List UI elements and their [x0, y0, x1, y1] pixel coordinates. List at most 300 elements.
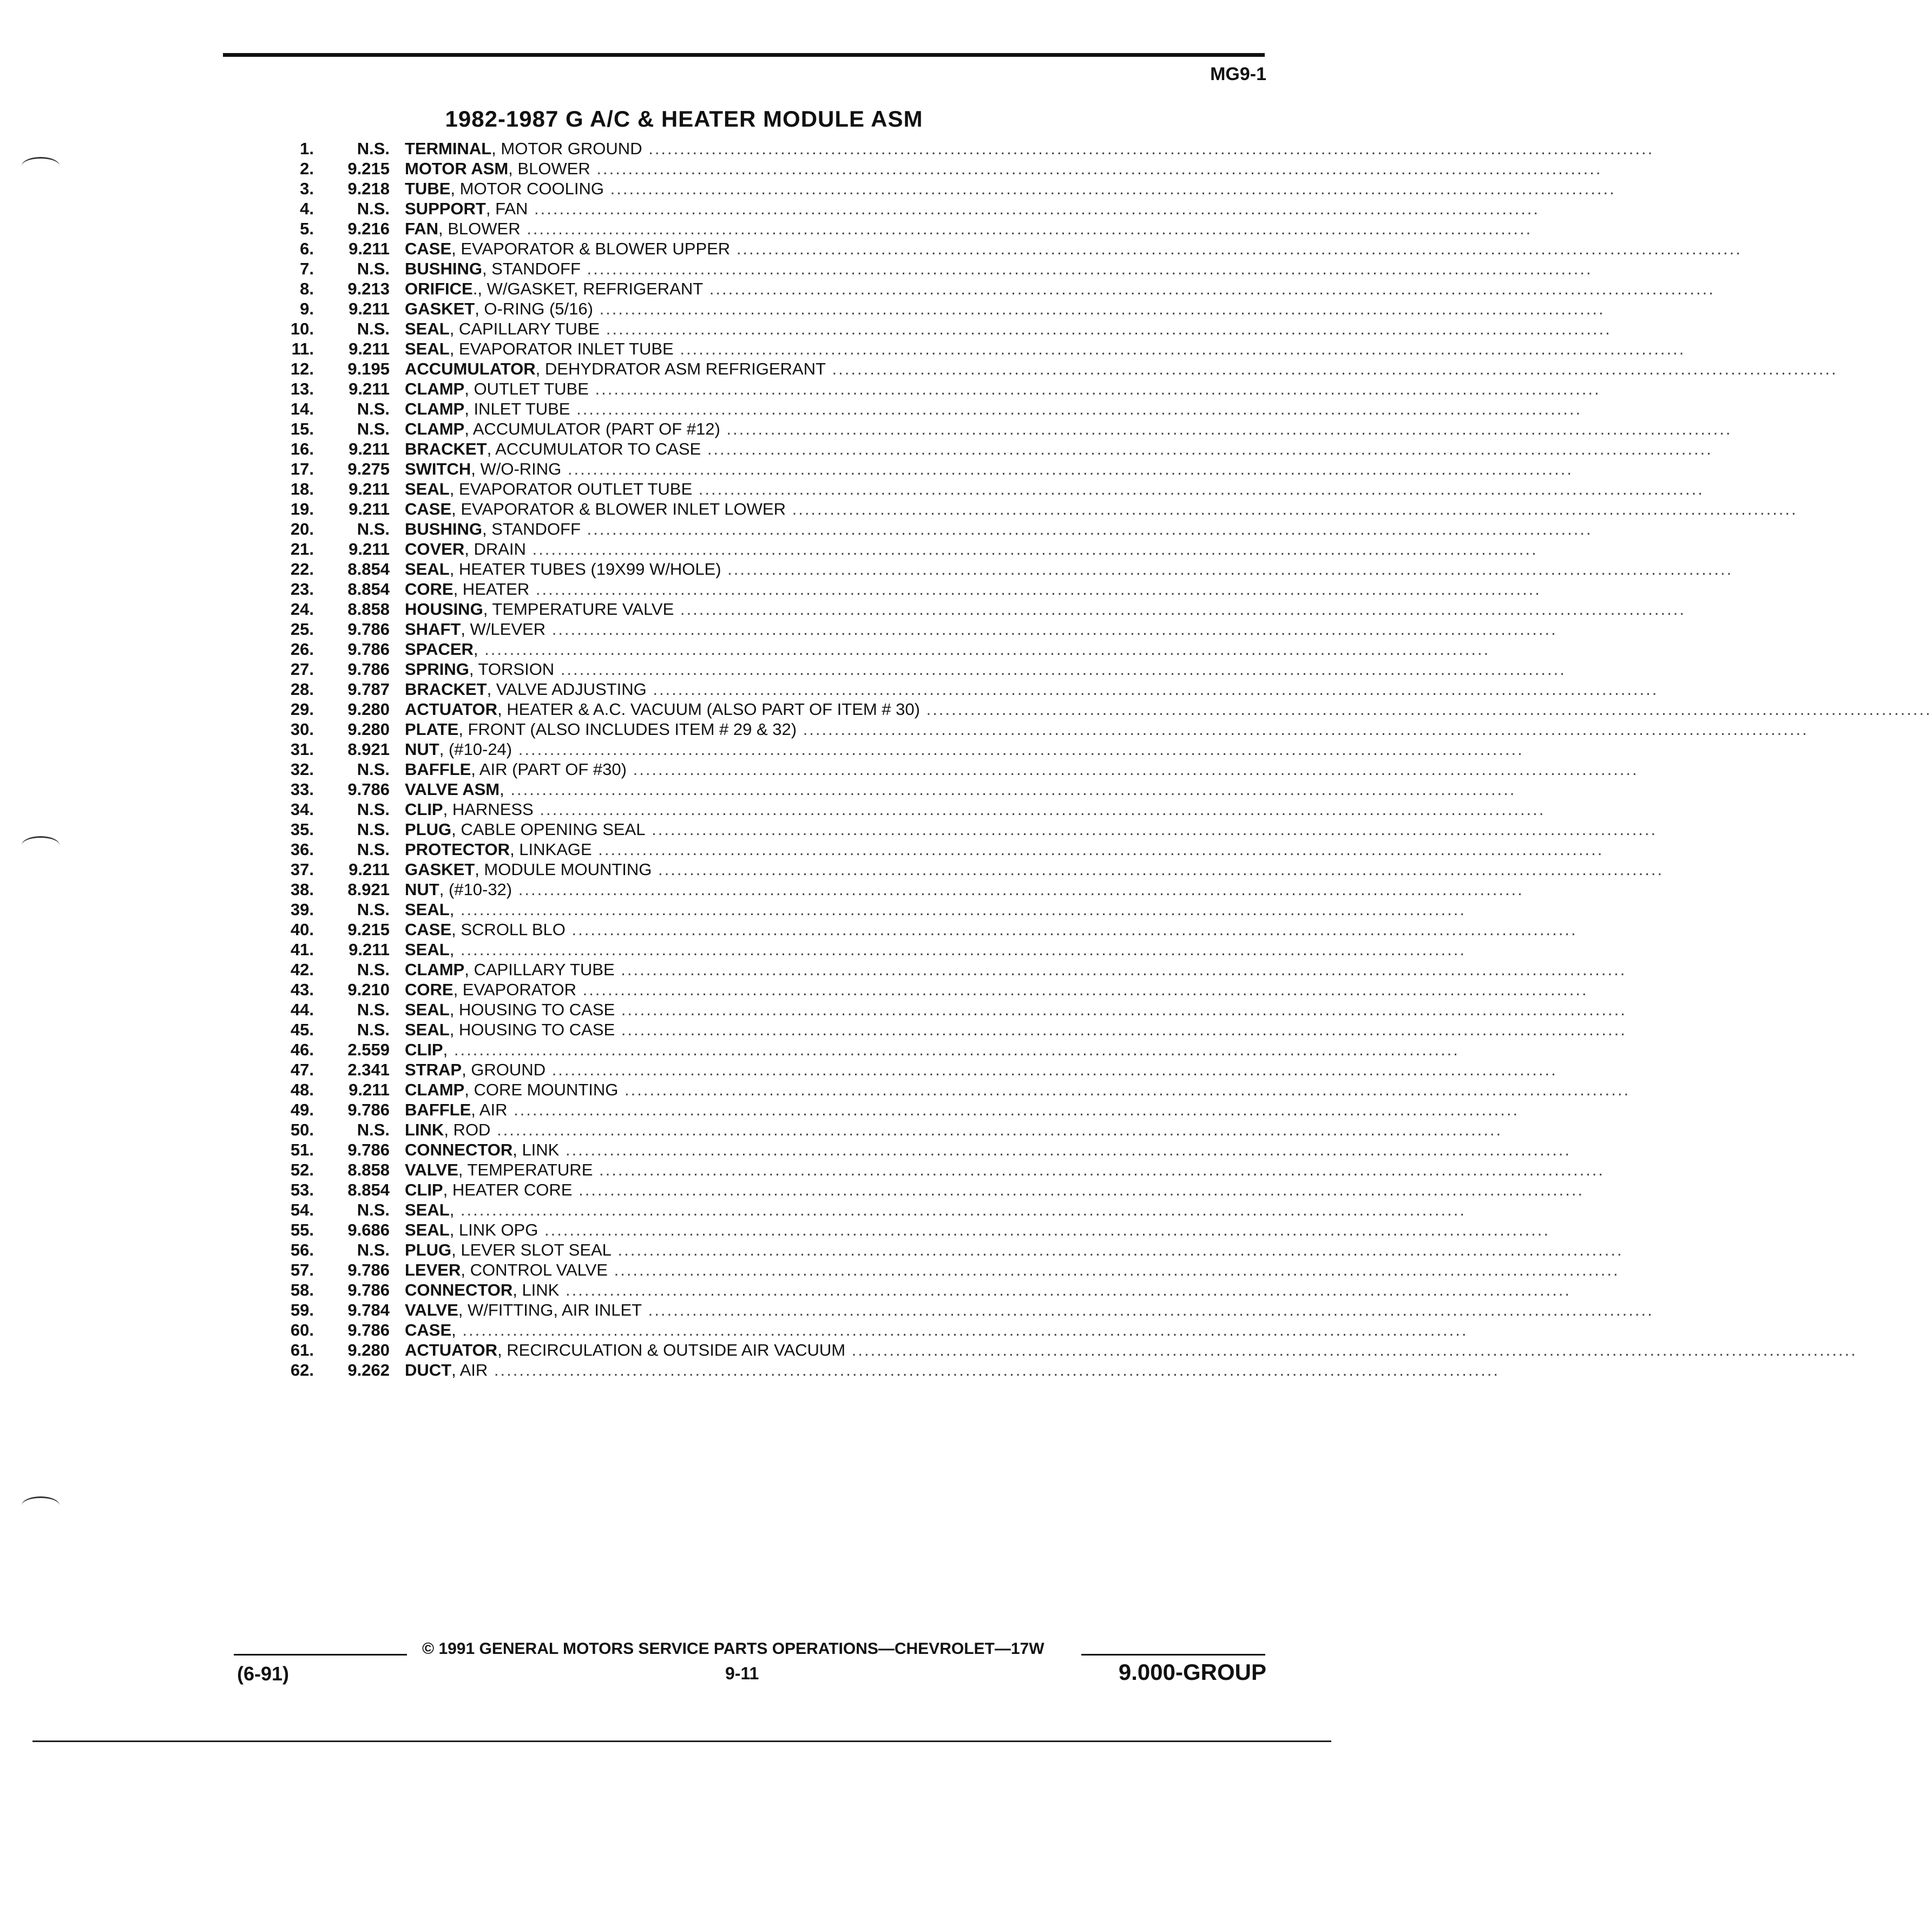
group-code: N.S.	[357, 520, 390, 538]
group-code: 9.786	[347, 780, 390, 799]
part-detail: , VALVE ADJUSTING	[487, 680, 647, 699]
part-name: ORIFICE	[405, 279, 473, 298]
part-description	[405, 519, 1593, 539]
part-name: BRACKET	[405, 439, 487, 458]
part-row	[271, 1040, 1460, 1060]
part-name: CLAMP	[405, 399, 465, 418]
leader-dots: ................................................................................................................................................................	[919, 700, 1932, 719]
leader-dots: ................................................................................................................................................................	[546, 620, 1558, 639]
punch-hole-mark	[22, 836, 60, 854]
leader-dots: ................................................................................................................................................................	[590, 159, 1602, 178]
part-description	[405, 1080, 1631, 1100]
leader-dots: ................................................................................................................................................................	[580, 520, 1593, 538]
group-code: 9.213	[347, 279, 390, 298]
part-name: CORE	[405, 580, 454, 599]
part-description	[405, 379, 1601, 399]
part-detail: ,	[500, 780, 504, 799]
part-detail: , HOUSING TO CASE	[449, 1020, 615, 1039]
part-row	[271, 1300, 1654, 1320]
group-code: 9.211	[349, 439, 390, 458]
part-detail: , MOTOR COOLING	[450, 179, 604, 198]
part-row	[271, 379, 1601, 399]
group-code: N.S.	[357, 259, 390, 278]
part-description	[405, 1180, 1585, 1200]
part-detail: , CONTROL VALVE	[461, 1260, 608, 1279]
part-description	[405, 139, 1654, 159]
part-detail: ,	[449, 940, 455, 959]
group-code: 9.262	[347, 1361, 390, 1380]
group-code: N.S.	[357, 1120, 390, 1139]
part-description	[405, 899, 1466, 919]
item-number: 53.	[290, 1180, 314, 1199]
part-detail: , AIR	[471, 1100, 508, 1119]
part-description	[405, 679, 1659, 699]
punch-hole-mark	[22, 1496, 60, 1514]
group-code: 9.786	[347, 1321, 390, 1339]
item-number: 14.	[290, 399, 314, 418]
item-number: 54.	[290, 1200, 314, 1219]
group-code: 2.341	[347, 1060, 390, 1079]
part-name: SHAFT	[405, 620, 461, 639]
page-number: 9-11	[725, 1664, 759, 1683]
part-row	[271, 1260, 1620, 1280]
item-number: 9.	[300, 299, 314, 318]
item-number: 40.	[290, 920, 314, 939]
leader-dots: ................................................................................................................................................................	[604, 179, 1616, 198]
part-name: ACTUATOR	[405, 700, 498, 719]
part-row	[271, 619, 1558, 639]
group-code: 8.858	[347, 600, 390, 619]
item-number: 44.	[290, 1000, 314, 1019]
part-description	[405, 1360, 1500, 1380]
part-name: CLIP	[405, 1180, 443, 1199]
part-description	[405, 1000, 1627, 1020]
part-detail: , OUTLET TUBE	[464, 379, 589, 398]
part-description	[405, 1200, 1466, 1220]
part-name: PROTECTOR	[405, 840, 510, 859]
part-detail: , MODULE MOUNTING	[475, 860, 652, 879]
part-description	[405, 879, 1524, 899]
part-description	[405, 699, 1932, 719]
punch-hole-mark	[22, 157, 60, 175]
revision-date: (6-91)	[237, 1663, 290, 1685]
group-code: 8.921	[347, 880, 390, 899]
item-number: 43.	[290, 980, 314, 999]
part-name: SEAL	[405, 339, 450, 358]
part-row	[271, 839, 1604, 859]
leader-dots: ................................................................................................................................................................	[538, 1220, 1550, 1239]
part-row	[271, 779, 1516, 799]
group-code: 9.211	[349, 860, 390, 879]
part-description	[405, 759, 1639, 779]
part-detail: , LEVER SLOT SEAL	[451, 1240, 612, 1259]
leader-dots: ................................................................................................................................................................	[572, 1180, 1585, 1199]
item-number: 4.	[300, 199, 314, 218]
part-row	[271, 819, 1658, 839]
group-code: 9.786	[347, 660, 390, 679]
group-code: N.S.	[357, 1240, 390, 1259]
group-code: N.S.	[357, 319, 390, 338]
part-description	[405, 980, 1588, 1000]
part-detail: , HEATER CORE	[443, 1180, 573, 1199]
group-code: 9.211	[349, 239, 390, 258]
part-row	[271, 199, 1540, 219]
leader-dots: ................................................................................................................................................................	[607, 1260, 1620, 1279]
part-row	[271, 479, 1704, 499]
part-detail: ., W/GASKET, REFRIGERANT	[472, 279, 704, 298]
part-row	[271, 299, 1605, 319]
part-row	[271, 179, 1616, 199]
group-code: 9.686	[347, 1220, 390, 1239]
group-code: 9.784	[347, 1300, 390, 1319]
part-row	[271, 799, 1546, 819]
part-row	[271, 339, 1686, 359]
leader-dots: ................................................................................................................................................................	[626, 760, 1639, 779]
leader-dots: ................................................................................................................................................................	[701, 439, 1713, 458]
part-description	[405, 439, 1713, 459]
part-description	[405, 399, 1582, 419]
part-detail: ,	[443, 1040, 448, 1059]
item-number: 2.	[300, 159, 314, 178]
part-description	[405, 1220, 1550, 1240]
item-number: 29.	[290, 700, 314, 719]
part-detail: , CORE MOUNTING	[464, 1080, 619, 1099]
part-name: GASKET	[405, 299, 475, 318]
part-detail: ,	[449, 1200, 455, 1219]
part-name: SEAL	[405, 940, 450, 959]
item-number: 21.	[290, 540, 314, 559]
leader-dots: ................................................................................................................................................................	[504, 780, 1516, 799]
part-row	[271, 1120, 1503, 1140]
group-code: 8.854	[347, 560, 390, 579]
part-row	[271, 1220, 1550, 1240]
part-detail: , ACCUMULATOR (PART OF #12)	[464, 419, 720, 438]
group-code: 9.786	[347, 1260, 390, 1279]
leader-dots: ................................................................................................................................................................	[845, 1341, 1857, 1359]
item-number: 45.	[290, 1020, 314, 1039]
group-code: 9.211	[349, 540, 390, 559]
leader-dots: ................................................................................................................................................................	[561, 459, 1573, 478]
part-detail: , GROUND	[462, 1060, 546, 1079]
group-code: N.S.	[357, 1200, 390, 1219]
part-description	[405, 1320, 1468, 1340]
item-number: 52.	[290, 1160, 314, 1179]
part-row	[271, 1280, 1572, 1300]
part-detail: , W/FITTING, AIR INLET	[458, 1300, 642, 1319]
part-row	[271, 739, 1524, 759]
group-code: N.S.	[357, 139, 390, 158]
part-detail: ,	[451, 1321, 456, 1339]
item-number: 20.	[290, 520, 314, 538]
group-code: 9.280	[347, 720, 390, 739]
part-description	[405, 1340, 1857, 1360]
group-code: N.S.	[357, 900, 390, 919]
part-row	[271, 1180, 1585, 1200]
part-description	[405, 219, 1533, 239]
part-name: NUT	[405, 740, 439, 759]
part-row	[271, 1320, 1468, 1340]
part-row	[271, 699, 1932, 719]
part-name: NUT	[405, 880, 439, 899]
part-name: LEVER	[405, 1260, 461, 1279]
item-number: 25.	[290, 620, 314, 639]
item-number: 22.	[290, 560, 314, 579]
leader-dots: ................................................................................................................................................................	[785, 500, 1798, 518]
part-detail: , CABLE OPENING SEAL	[451, 820, 646, 839]
part-name: CLAMP	[405, 960, 465, 979]
group-code: N.S.	[357, 419, 390, 438]
part-row	[271, 919, 1578, 940]
leader-dots: ................................................................................................................................................................	[642, 139, 1654, 158]
group-code: N.S.	[357, 960, 390, 979]
part-row	[271, 139, 1654, 159]
part-row	[271, 359, 1838, 379]
leader-dots: ................................................................................................................................................................	[642, 1300, 1654, 1319]
part-detail: , LINK	[512, 1140, 560, 1159]
part-detail: , ACCUMULATOR TO CASE	[487, 439, 701, 458]
item-number: 13.	[290, 379, 314, 398]
part-description	[405, 539, 1538, 559]
part-row	[271, 399, 1582, 419]
leader-dots: ................................................................................................................................................................	[580, 259, 1593, 278]
part-description	[405, 599, 1686, 619]
leader-dots: ................................................................................................................................................................	[692, 479, 1704, 498]
part-detail: , HOUSING TO CASE	[449, 1000, 615, 1019]
leader-dots: ................................................................................................................................................................	[730, 239, 1742, 258]
part-description	[405, 919, 1578, 940]
part-description	[405, 1260, 1620, 1280]
item-number: 39.	[290, 900, 314, 919]
item-number: 57.	[290, 1260, 314, 1279]
leader-dots: ................................................................................................................................................................	[528, 199, 1540, 218]
part-name: CONNECTOR	[405, 1280, 513, 1299]
part-detail: , FRONT (ALSO INCLUDES ITEM # 29 & 32)	[458, 720, 797, 739]
leader-dots: ................................................................................................................................................................	[456, 1321, 1468, 1339]
item-number: 42.	[290, 960, 314, 979]
part-name: SPRING	[405, 660, 469, 679]
group-code: 8.854	[347, 580, 390, 599]
part-row	[271, 960, 1627, 980]
group-code: 9.786	[347, 1100, 390, 1119]
item-number: 7.	[300, 259, 314, 278]
leader-dots: ................................................................................................................................................................	[554, 660, 1566, 679]
group-code: 9.211	[349, 479, 390, 498]
part-detail: , INLET TUBE	[464, 399, 570, 418]
part-name: CLIP	[405, 1040, 443, 1059]
part-detail: , HEATER TUBES (19X99 W/HOLE)	[449, 560, 721, 579]
footer	[0, 1640, 1368, 1705]
part-detail: , FAN	[485, 199, 528, 218]
group-code: N.S.	[357, 1020, 390, 1039]
item-number: 36.	[290, 840, 314, 859]
part-row	[271, 759, 1639, 779]
group-code: N.S.	[357, 399, 390, 418]
leader-dots: ................................................................................................................................................................	[529, 580, 1541, 599]
part-description	[405, 319, 1612, 339]
item-number: 34.	[290, 800, 314, 819]
part-detail: , W/O-RING	[471, 459, 562, 478]
part-name: DUCT	[405, 1361, 452, 1380]
part-detail: , EVAPORATOR INLET TUBE	[449, 339, 674, 358]
part-name: CASE	[405, 920, 452, 939]
part-description	[405, 1040, 1460, 1060]
part-name: BAFFLE	[405, 760, 471, 779]
leader-dots: ................................................................................................................................................................	[615, 1020, 1627, 1039]
part-name: TERMINAL	[405, 139, 492, 158]
part-row	[271, 1360, 1500, 1380]
group-code: 2.559	[347, 1040, 390, 1059]
part-detail: , HARNESS	[443, 800, 534, 819]
leader-dots: ................................................................................................................................................................	[570, 399, 1582, 418]
item-number: 1.	[300, 139, 314, 158]
leader-dots: ................................................................................................................................................................	[652, 860, 1664, 879]
item-number: 46.	[290, 1040, 314, 1059]
part-row	[271, 1340, 1857, 1360]
leader-dots: ................................................................................................................................................................	[565, 920, 1578, 939]
part-row	[271, 940, 1466, 960]
part-description	[405, 159, 1602, 179]
part-row	[271, 159, 1602, 179]
part-row	[271, 239, 1742, 259]
item-number: 24.	[290, 600, 314, 619]
part-description	[405, 779, 1516, 799]
item-number: 16.	[290, 439, 314, 458]
leader-dots: ................................................................................................................................................................	[593, 1160, 1605, 1179]
part-name: PLATE	[405, 720, 459, 739]
parts-list	[271, 139, 1932, 1380]
leader-dots: ................................................................................................................................................................	[645, 820, 1658, 839]
part-name: SEAL	[405, 1200, 450, 1219]
bottom-rule	[32, 1740, 1331, 1742]
part-detail: ,	[473, 640, 478, 659]
part-description	[405, 1140, 1572, 1160]
leader-dots: ................................................................................................................................................................	[525, 540, 1538, 559]
part-description	[405, 619, 1558, 639]
part-detail: , DRAIN	[464, 540, 526, 559]
leader-dots: ................................................................................................................................................................	[448, 1040, 1460, 1059]
part-name: SWITCH	[405, 459, 471, 478]
leader-dots: ................................................................................................................................................................	[559, 1140, 1572, 1159]
part-description	[405, 1160, 1605, 1180]
item-number: 10.	[290, 319, 314, 338]
part-name: SEAL	[405, 479, 450, 498]
part-name: CLIP	[405, 800, 443, 819]
part-description	[405, 1240, 1624, 1260]
part-detail: , TORSION	[469, 660, 555, 679]
item-number: 62.	[290, 1361, 314, 1380]
part-row	[271, 219, 1533, 239]
part-name: CASE	[405, 1321, 452, 1339]
part-description	[405, 819, 1658, 839]
part-name: CONNECTOR	[405, 1140, 513, 1159]
leader-dots: ................................................................................................................................................................	[674, 600, 1686, 619]
part-name: PLUG	[405, 820, 452, 839]
group-code: N.S.	[357, 840, 390, 859]
item-number: 55.	[290, 1220, 314, 1239]
group-code: 9.275	[347, 459, 390, 478]
item-number: 8.	[300, 279, 314, 298]
page-code: MG9-1	[1210, 64, 1266, 84]
part-description	[405, 1300, 1654, 1320]
part-name: SEAL	[405, 319, 450, 338]
leader-dots: ................................................................................................................................................................	[533, 800, 1546, 819]
part-name: SPACER	[405, 640, 474, 659]
part-name: CASE	[405, 500, 452, 518]
part-detail: , DEHYDRATOR ASM REFRIGERANT	[535, 359, 826, 378]
group-code: 9.210	[347, 980, 390, 999]
item-number: 56.	[290, 1240, 314, 1259]
leader-dots: ................................................................................................................................................................	[615, 1000, 1627, 1019]
part-detail: , LINK OPG	[449, 1220, 538, 1239]
leader-dots: ................................................................................................................................................................	[646, 680, 1659, 699]
item-number: 58.	[290, 1280, 314, 1299]
part-name: FAN	[405, 219, 438, 238]
leader-dots: ................................................................................................................................................................	[512, 740, 1524, 759]
group-code: 9.787	[347, 680, 390, 699]
part-name: SEAL	[405, 1000, 450, 1019]
part-description	[405, 940, 1466, 960]
part-description	[405, 359, 1838, 379]
group-code: 9.280	[347, 700, 390, 719]
leader-dots: ................................................................................................................................................................	[454, 900, 1466, 919]
part-description	[405, 799, 1546, 819]
leader-dots: ................................................................................................................................................................	[507, 1100, 1520, 1119]
part-detail: , EVAPORATOR OUTLET TUBE	[449, 479, 693, 498]
part-description	[405, 579, 1541, 599]
part-description	[405, 719, 1809, 739]
leader-dots: ................................................................................................................................................................	[478, 640, 1490, 659]
item-number: 48.	[290, 1080, 314, 1099]
leader-dots: ................................................................................................................................................................	[454, 940, 1466, 959]
group-code: 9.215	[347, 920, 390, 939]
part-row	[271, 539, 1538, 559]
part-description	[405, 479, 1704, 499]
part-row	[271, 879, 1524, 899]
part-row	[271, 1000, 1627, 1020]
part-detail: , LINKAGE	[510, 840, 592, 859]
part-name: LINK	[405, 1120, 444, 1139]
group-code: N.S.	[357, 800, 390, 819]
item-number: 5.	[300, 219, 314, 238]
part-row	[271, 679, 1659, 699]
part-row	[271, 980, 1588, 1000]
leader-dots: ................................................................................................................................................................	[512, 880, 1524, 899]
part-detail: , HEATER & A.C. VACUUM (ALSO PART OF ITEM # 30)	[497, 700, 920, 719]
group-code: 9.211	[349, 339, 390, 358]
footer-rule	[234, 1654, 407, 1656]
group-code: 9.195	[347, 359, 390, 378]
part-description	[405, 960, 1627, 980]
part-detail: , CAPILLARY TUBE	[449, 319, 600, 338]
part-row	[271, 1240, 1624, 1260]
part-detail: , TEMPERATURE VALVE	[483, 600, 674, 619]
leader-dots: ................................................................................................................................................................	[592, 840, 1604, 859]
part-detail: , (#10-24)	[439, 740, 512, 759]
part-name: TUBE	[405, 179, 451, 198]
part-description	[405, 499, 1798, 519]
part-name: COVER	[405, 540, 465, 559]
item-number: 31.	[290, 740, 314, 759]
part-detail: , BLOWER	[438, 219, 521, 238]
part-description	[405, 459, 1573, 479]
group-code: 9.786	[347, 1140, 390, 1159]
part-detail: , CAPILLARY TUBE	[464, 960, 615, 979]
leader-dots: ................................................................................................................................................................	[600, 319, 1612, 338]
part-description	[405, 659, 1566, 679]
leader-dots: ................................................................................................................................................................	[454, 1200, 1466, 1219]
group-code: 9.216	[347, 219, 390, 238]
part-name: BUSHING	[405, 520, 482, 538]
